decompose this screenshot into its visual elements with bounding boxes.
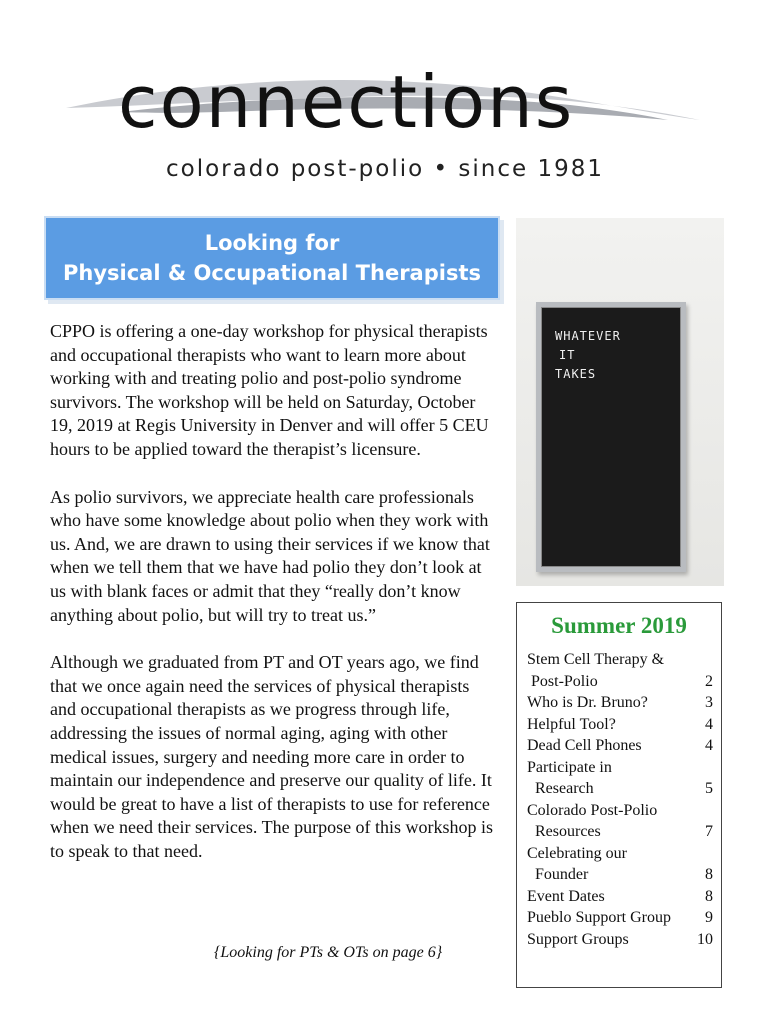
toc-item [527, 778, 713, 800]
letter-board-text [555, 327, 621, 384]
toc-item-label: Celebrating our [527, 844, 627, 862]
toc-item-page: 5 [705, 780, 713, 797]
toc-item [527, 649, 713, 671]
toc-item-label: Support Groups [527, 930, 629, 948]
toc-item [527, 907, 713, 929]
toc-item-label: Helpful Tool? [527, 715, 616, 733]
article-paragraph-2: As polio survivors, we appreciate health care professionals who have some knowledge about polio when they work with us. And, we are drawn to using their services if we know that when we tell them that we have had polio they don’t look at us with blank faces or admit that they “really don’t know anything about polio, but will try to treat us.” [50, 486, 490, 625]
toc-item-label: Pueblo Support Group [527, 909, 671, 926]
toc-item-page: 8 [705, 887, 713, 905]
toc-item-label: Participate in [527, 758, 612, 776]
headline-line-2: Physical & Occupational Therapists [63, 261, 481, 285]
headline-box [44, 216, 500, 300]
article-paragraph-1: CPPO is offering a one-day workshop for physical therapists and occupational therapists who want to learn more about working with and treating polio and post-polio syndrome survivors. The workshop will be held on Saturday, October 19, 2019 at Regis University in Denver and will offer 5 CEU hours to be applied toward the therapist’s licensure. [50, 321, 489, 459]
toc-item-label: Colorado Post-Polio [527, 801, 658, 819]
board-line-3: TAKES [555, 367, 597, 381]
toc-item [527, 714, 713, 736]
masthead-subtitle: colorado post-polio • since 1981 [166, 156, 604, 182]
toc-item-label: Stem Cell Therapy & [527, 651, 665, 668]
board-line-2: IT [559, 348, 576, 362]
toc-item [527, 864, 713, 886]
toc-title: Summer 2019 [551, 613, 687, 638]
toc-item-page: 7 [705, 823, 713, 840]
toc-item-page: 4 [705, 737, 713, 754]
toc-list [527, 649, 713, 950]
toc-item-page: 9 [705, 909, 713, 926]
toc-item-label: Event Dates [527, 887, 605, 905]
toc-item [527, 886, 713, 908]
board-line-1: WHATEVER [555, 329, 621, 343]
letter-board-photo [516, 218, 724, 586]
masthead-title: connections [118, 60, 575, 144]
letter-board [536, 302, 686, 572]
article-paragraph-3: Although we graduated from PT and OT years ago, we find that we once again need the services of physical therapists and occupational therapists as we progress through life, addressing the issues of normal aging, aging with other medical issues, surgery and needing more care in order to maintain our independence and preserve our quality of life. It would be great to have a list of therapists to use for reference when we need their services. The purpose of this workshop is to speak to that need. [50, 652, 494, 861]
toc-item [527, 671, 713, 693]
toc-item [527, 843, 713, 865]
toc-item-page: 10 [697, 930, 713, 948]
article-body [50, 320, 496, 887]
continued-note: {Looking for PTs & OTs on page 6} [214, 944, 443, 961]
table-of-contents [516, 602, 722, 988]
toc-item-label: Post-Polio [527, 672, 598, 690]
toc-item-label: Who is Dr. Bruno? [527, 694, 648, 711]
toc-item-page: 2 [705, 672, 713, 690]
toc-item-label: Research [527, 780, 594, 797]
toc-item-page: 8 [705, 866, 713, 883]
toc-item-label: Dead Cell Phones [527, 737, 642, 754]
toc-item [527, 757, 713, 779]
toc-item [527, 800, 713, 822]
headline-line-1: Looking for [204, 231, 340, 255]
toc-item-label: Founder [527, 866, 589, 883]
toc-item-page: 4 [705, 715, 713, 733]
toc-item-page: 3 [705, 694, 713, 711]
masthead [0, 0, 770, 200]
toc-item [527, 692, 713, 714]
toc-item [527, 821, 713, 843]
toc-item-label: Resources [527, 823, 601, 840]
toc-item [527, 929, 713, 951]
toc-item [527, 735, 713, 757]
